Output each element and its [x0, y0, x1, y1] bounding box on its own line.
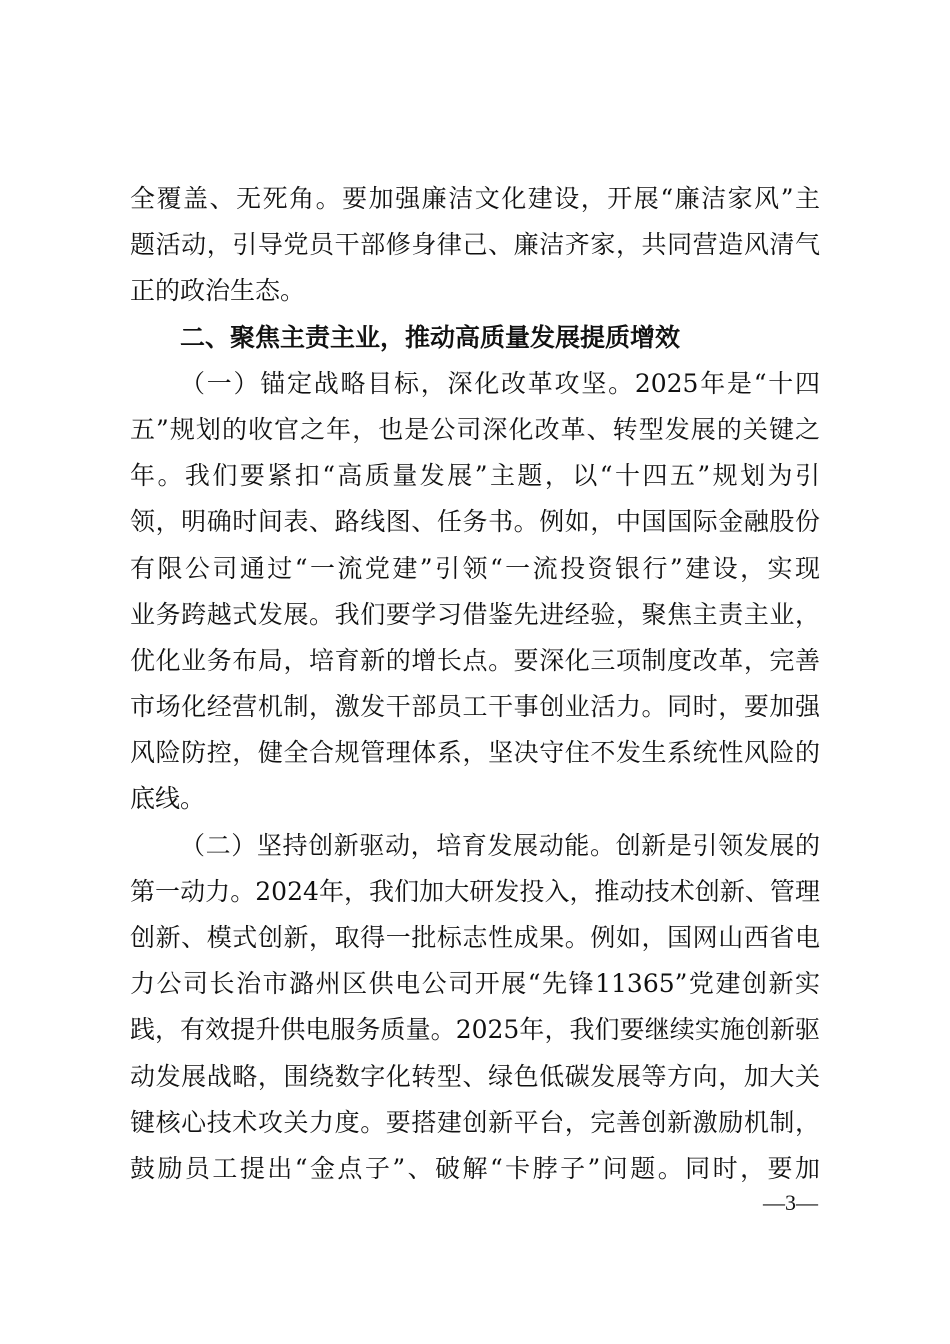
text-line: 市场化经营机制，激发干部员工干事创业活力。同时，要加强 — [130, 692, 820, 722]
text-line: 动发展战略，围绕数字化转型、绿色低碳发展等方向，加大关 — [130, 1061, 820, 1091]
text-line: 创新、模式创新，取得一批标志性成果。例如，国网山西省电 — [130, 923, 820, 952]
text-line: 领，明确时间表、路线图、任务书。例如，中国国际金融股份 — [130, 507, 820, 537]
text-line: 优化业务布局，培育新的增长点。要深化三项制度改革，完善 — [130, 645, 820, 675]
text-line: 键核心技术攻关力度。要搭建创新平台，完善创新激励机制， — [130, 1107, 820, 1137]
text-line: 题活动，引导党员干部修身律己、廉洁齐家，共同营造风清气 — [130, 230, 820, 260]
subsection-line: （一）锚定战略目标，深化改革攻坚。2025年是“十四 — [180, 368, 820, 398]
text-line: 底线。 — [130, 784, 206, 814]
text-line: 力公司长治市潞州区供电公司开展“先锋11365”党建创新实 — [130, 969, 820, 999]
document-body — [130, 176, 820, 1192]
text-line: 践，有效提升供电服务质量。2025年，我们要继续实施创新驱 — [130, 1015, 820, 1045]
text-line: 全覆盖、无死角。要加强廉洁文化建设，开展“廉洁家风”主 — [130, 184, 820, 213]
text-line: 第一动力。2024年，我们加大研发投入，推动技术创新、管理 — [130, 876, 820, 906]
text-line: 风险防控，健全合规管理体系，坚决守住不发生系统性风险的 — [130, 738, 820, 768]
text-line: 业务跨越式发展。我们要学习借鉴先进经验，聚焦主责主业， — [130, 599, 820, 629]
text-line: 有限公司通过“一流党建”引领“一流投资银行”建设，实现 — [130, 553, 820, 583]
text-line: 五”规划的收官之年，也是公司深化改革、转型发展的关键之 — [130, 414, 820, 444]
text-line: 正的政治生态。 — [130, 276, 306, 306]
section-heading: 二、聚焦主责主业，推动高质量发展提质增效 — [180, 322, 681, 352]
text-line: 鼓励员工提出“金点子”、破解“卡脖子”问题。同时，要加 — [130, 1153, 820, 1183]
page-number: —3— — [763, 1190, 818, 1215]
subsection-line: （二）坚持创新驱动，培育发展动能。创新是引领发展的 — [180, 830, 820, 860]
text-line: 年。我们要紧扣“高质量发展”主题，以“十四五”规划为引 — [130, 461, 820, 491]
